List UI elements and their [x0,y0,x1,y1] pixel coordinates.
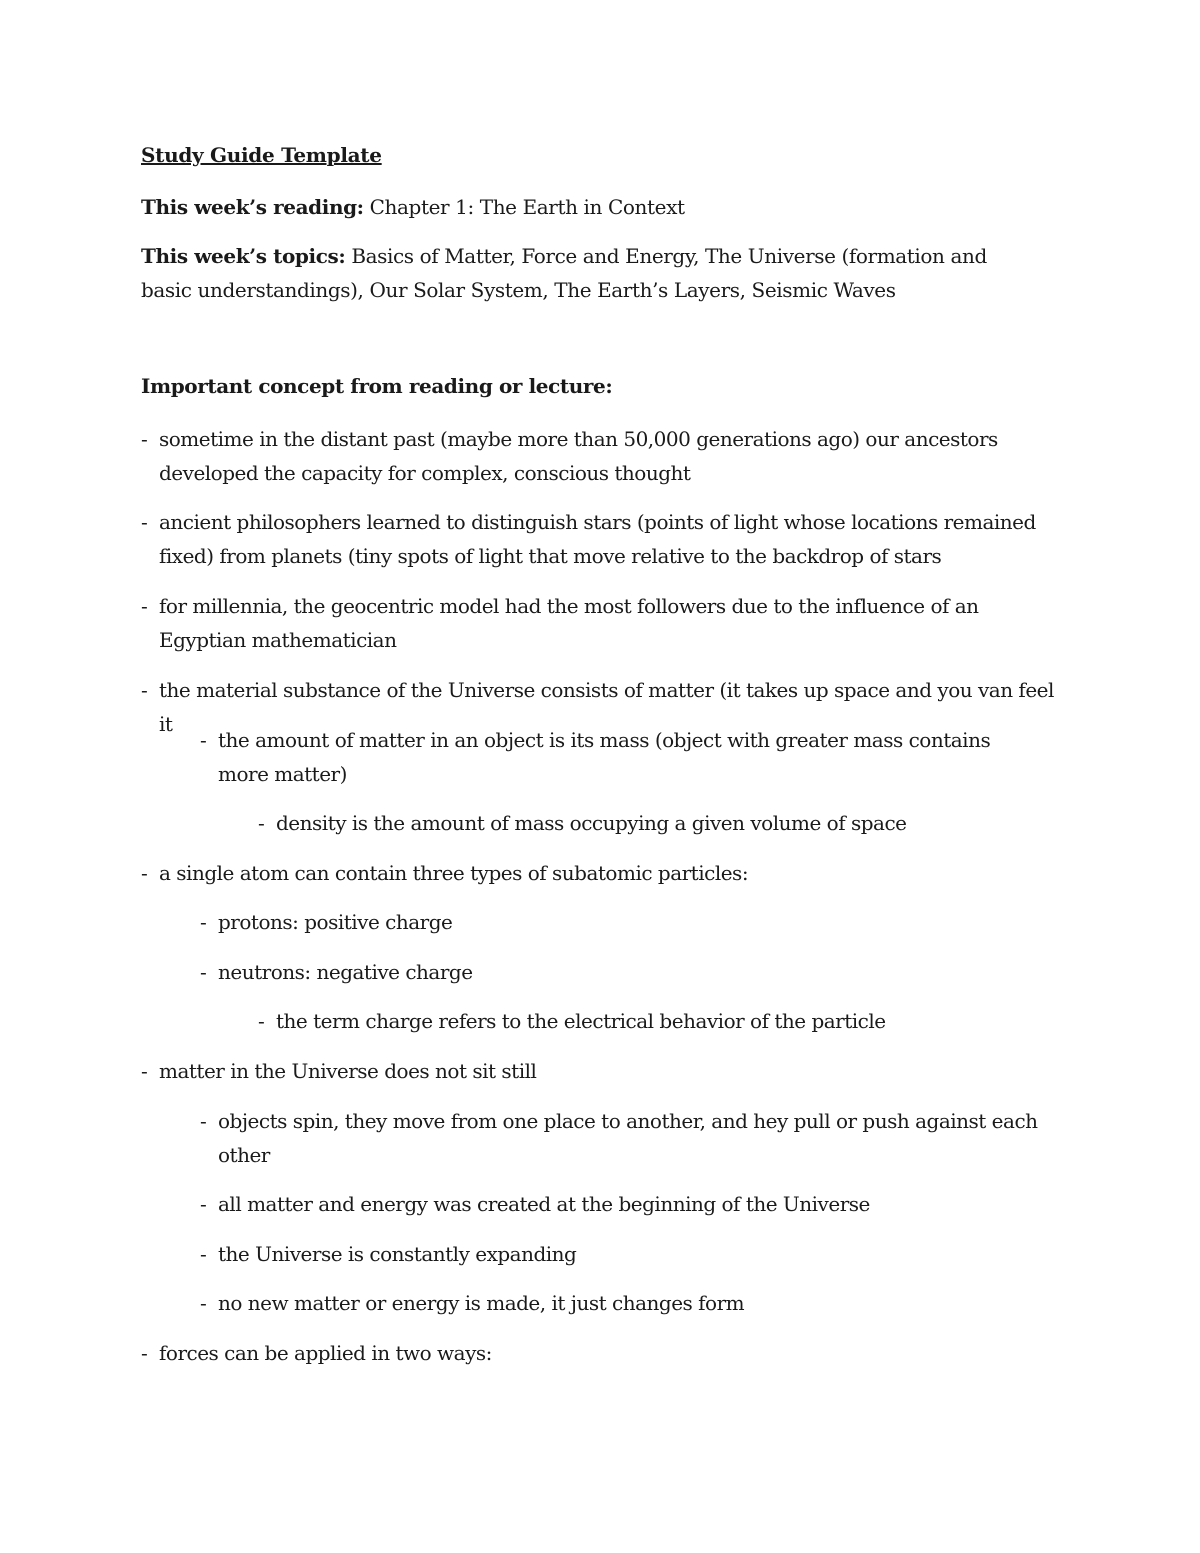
bullet-item [141,856,1059,890]
sub-bullet-item [200,723,1038,791]
weekly-reading-value: Chapter 1: The Earth in Context [369,195,685,219]
weekly-reading-line [141,190,1041,224]
bullet-text: protons: positive charge [218,910,453,934]
bullet-text: sometime in the distant past (maybe more than 50,000 generations ago) our ancestors developed the capacity for complex, conscious thought [159,427,998,485]
weekly-topics-line [141,239,1041,307]
bullet-text: a single atom can contain three types of subatomic particles: [159,861,749,885]
weekly-reading-label: This week’s reading: [141,195,364,219]
weekly-topics-label: This week’s topics: [141,244,346,268]
bullet-text: objects spin, they move from one place to another, and hey pull or push against each other [218,1109,1038,1167]
bullet-dash: - [200,960,207,984]
bullet-item [141,422,1059,490]
important-concept-heading: Important concept from reading or lecture: [141,374,613,398]
bullet-dash: - [141,861,148,885]
bullet-dash: - [141,678,148,702]
bullet-dash: - [258,1009,265,1033]
bullet-dash: - [200,728,207,752]
bullet-dash: - [141,1341,148,1365]
bullet-dash: - [200,1109,207,1133]
bullet-dash: - [141,427,148,451]
bullet-dash: - [200,910,207,934]
bullet-text: the term charge refers to the electrical behavior of the particle [276,1009,886,1033]
sub-sub-bullet-item [258,1004,1036,1038]
bullet-text: density is the amount of mass occupying a given volume of space [276,811,907,835]
bullet-dash: - [200,1291,207,1315]
bullet-text: the amount of matter in an object is its mass (object with greater mass contains more matter) [218,728,991,786]
sub-sub-bullet-item [258,806,1036,840]
bullet-item [141,1054,1059,1088]
bullet-dash: - [141,510,148,534]
bullet-item [141,589,1059,657]
bullet-dash: - [258,811,265,835]
sub-bullet-item [200,1187,1038,1221]
bullet-dash: - [141,1059,148,1083]
bullet-text: matter in the Universe does not sit still [159,1059,537,1083]
weekly-topics-value: Basics of Matter, Force and Energy, The Universe (formation and basic understandings), Our Solar System, The Earth’s Layers, Seismic Waves [141,244,987,302]
bullet-dash: - [141,594,148,618]
bullet-text: ancient philosophers learned to distinguish stars (points of light whose locations remained fixed) from planets (tiny spots of light that move relative to the backdrop of stars [159,510,1036,568]
sub-bullet-item [200,1286,1038,1320]
bullet-text: the Universe is constantly expanding [218,1242,577,1266]
bullet-item [141,505,1059,573]
bullet-text: the material substance of the Universe consists of matter (it takes up space and you van feel it [159,678,1054,736]
bullet-text: no new matter or energy is made, it just changes form [218,1291,745,1315]
sub-bullet-item [200,1104,1038,1172]
document-title: Study Guide Template [141,143,382,167]
bullet-text: forces can be applied in two ways: [159,1341,492,1365]
sub-bullet-item [200,905,1038,939]
sub-bullet-item [200,955,1038,989]
sub-bullet-item [200,1237,1038,1271]
bullet-text: all matter and energy was created at the beginning of the Universe [218,1192,870,1216]
bullet-item [141,1336,1059,1370]
bullet-text: for millennia, the geocentric model had the most followers due to the influence of an Egyptian mathematician [159,594,979,652]
bullet-dash: - [200,1242,207,1266]
bullet-text: neutrons: negative charge [218,960,473,984]
bullet-dash: - [200,1192,207,1216]
